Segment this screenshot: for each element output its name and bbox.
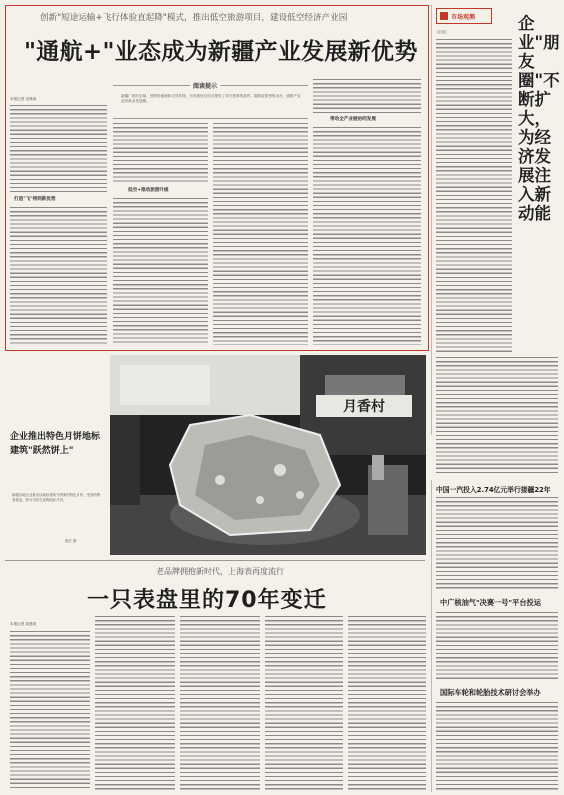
shop-sign-text: 月香村 <box>343 399 385 415</box>
brief-3-headline: 国际车轮和轮胎技术研讨会举办 <box>440 688 541 697</box>
sidebar-byline: 赵娟红 <box>437 30 448 34</box>
sidebar-divider <box>431 5 432 435</box>
sidebar-text-1 <box>436 38 512 353</box>
top-article-byline: 本报记者 吴林涛 <box>10 97 37 101</box>
bottom-article-col5 <box>348 615 426 790</box>
bottom-article-col4 <box>265 615 343 790</box>
pullquote-text: 新疆广袤的空域、独特的地理和自然环境，为发展低空经济提供了得天独厚的条件。随着政策密集出台，通航产业迎来黄金发展期。 <box>121 94 301 103</box>
pullquote-title: 阅读提示 <box>190 81 220 90</box>
bottom-article-headline: 一只表盘里的70年变迁 <box>87 588 327 613</box>
bottom-article-col3 <box>180 615 260 790</box>
mid-article-headline: 企业推出特色月饼地标建筑"跃然饼上" <box>10 432 101 456</box>
top-article-col3-text <box>213 122 308 345</box>
mid-article-headline-box <box>5 430 105 462</box>
sidebar-section-label: 市场观测 <box>451 13 476 21</box>
top-article-subhead-1: 打造"飞"得到新优势 <box>14 197 56 202</box>
bottom-article-col2 <box>95 615 175 790</box>
top-article-subhead-3: 带动全产业链协同发展 <box>330 117 376 122</box>
brief-3-text <box>436 701 558 791</box>
sidebar-text-2 <box>436 356 558 476</box>
bottom-rule <box>5 560 425 561</box>
section-mark-icon <box>440 12 448 20</box>
top-article-col2-text-2 <box>113 197 208 345</box>
mooncake-photo-illustration <box>110 355 426 555</box>
mooncake-photo <box>110 355 426 555</box>
photo-credit: 晓芸 摄 <box>65 539 77 543</box>
top-article-col4-text-2 <box>313 126 421 345</box>
sidebar-section-tag <box>436 8 492 24</box>
top-article-headline: "通航+"业态成为新疆产业发展新优势 <box>24 39 418 65</box>
brief-2-text <box>436 611 558 681</box>
brief-2-headline: 中广核油气"决赛一号"平台投运 <box>440 598 541 607</box>
briefs-divider <box>431 480 432 792</box>
brief-1-text <box>436 496 558 591</box>
bottom-article-subtitle: 老品牌拥抱新时代，上海表再度流行 <box>156 567 284 576</box>
bottom-article-byline: 本报记者 裴惠莉 <box>10 622 37 626</box>
top-article-col1-text <box>10 104 107 192</box>
top-article-col1-text-2 <box>10 206 107 346</box>
top-article-subtitle: 创新"短途运输+飞行体验直起降"模式，推出低空旅游项目，建设低空经济产业园 <box>40 13 348 23</box>
top-article-col2-text <box>113 122 208 184</box>
pullquote-box <box>113 85 308 119</box>
photo-caption: 新疆各地企业推出以地标建筑为图案的特色月饼，受到消费者欢迎。图为市民在选购地标月饼。 <box>12 493 101 503</box>
sidebar-headline: 企业"朋友圈"不断扩大，为经济发展注入新动能 <box>518 14 560 223</box>
top-article-col4-text <box>313 78 421 114</box>
top-article-subhead-2: 低空+推动旅游升级 <box>128 188 169 193</box>
bottom-article-col1 <box>10 630 90 790</box>
brief-1-headline: 中国一汽投入2.74亿元举行接疆22年 <box>436 486 551 494</box>
